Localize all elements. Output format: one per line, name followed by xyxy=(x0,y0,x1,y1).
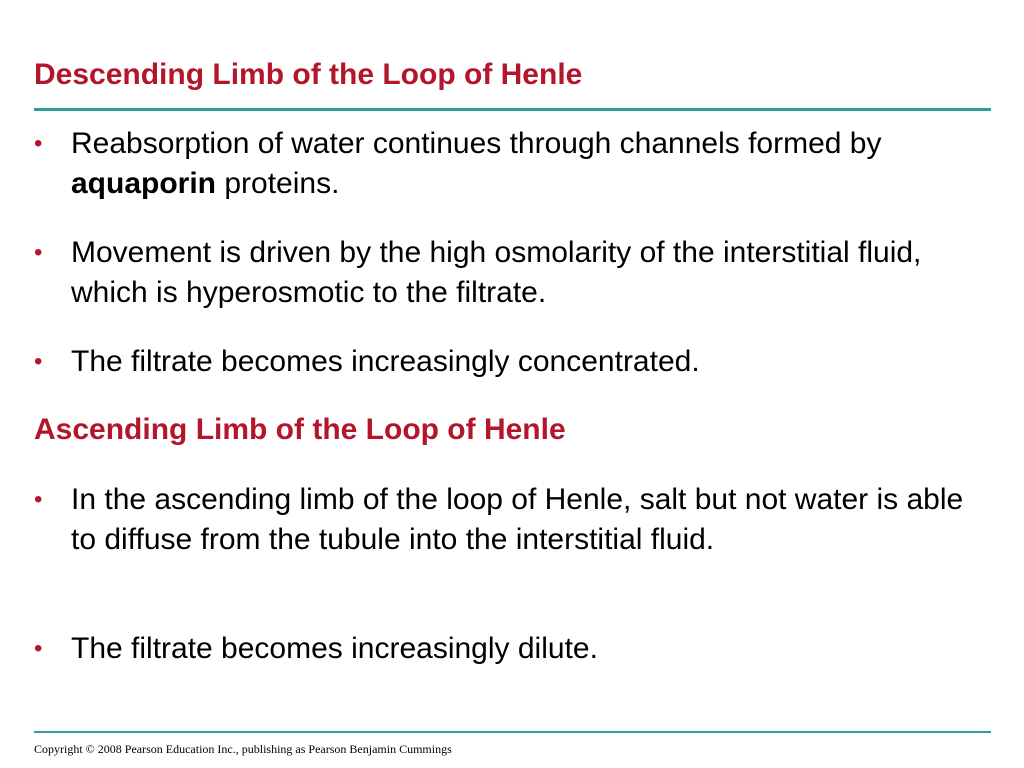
bullet-text: In the ascending limb of the loop of Henle, salt but not water is able to diffuse from the tubule into the interstitial fluid. xyxy=(71,483,964,556)
bullet-item-dilute xyxy=(34,629,984,669)
slide-title: Descending Limb of the Loop of Henle xyxy=(34,58,583,91)
bullet-text-before: Reabsorption of water continues through channels formed by xyxy=(71,127,882,160)
title-divider xyxy=(34,108,991,111)
bullet-text: The filtrate becomes increasingly dilute. xyxy=(71,632,598,665)
bullet-item-concentrated xyxy=(34,342,984,382)
bullet-text-bold-term: aquaporin xyxy=(71,167,217,200)
bullet-dot-icon: • xyxy=(34,239,43,266)
copyright-footer: Copyright © 2008 Pearson Education Inc., publishing as Pearson Benjamin Cummings xyxy=(34,742,452,756)
bullet-text xyxy=(71,124,984,204)
bullet-text: Movement is driven by the high osmolarity of the interstitial fluid, which is hyperosmotic to the filtrate. xyxy=(71,236,922,309)
bullet-dot-icon: • xyxy=(34,635,43,662)
footer-divider xyxy=(34,731,991,733)
bullet-item-osmolarity xyxy=(34,233,984,313)
bullet-dot-icon: • xyxy=(34,130,43,157)
bullet-text: The filtrate becomes increasingly concentrated. xyxy=(71,345,700,378)
bullet-item-aquaporin xyxy=(34,124,984,204)
section-subheading: Ascending Limb of the Loop of Henle xyxy=(34,413,566,446)
bullet-dot-icon: • xyxy=(34,486,43,513)
bullet-dot-icon: • xyxy=(34,348,43,375)
bullet-text-after: proteins. xyxy=(216,167,340,200)
bullet-item-salt-diffusion xyxy=(34,480,984,560)
